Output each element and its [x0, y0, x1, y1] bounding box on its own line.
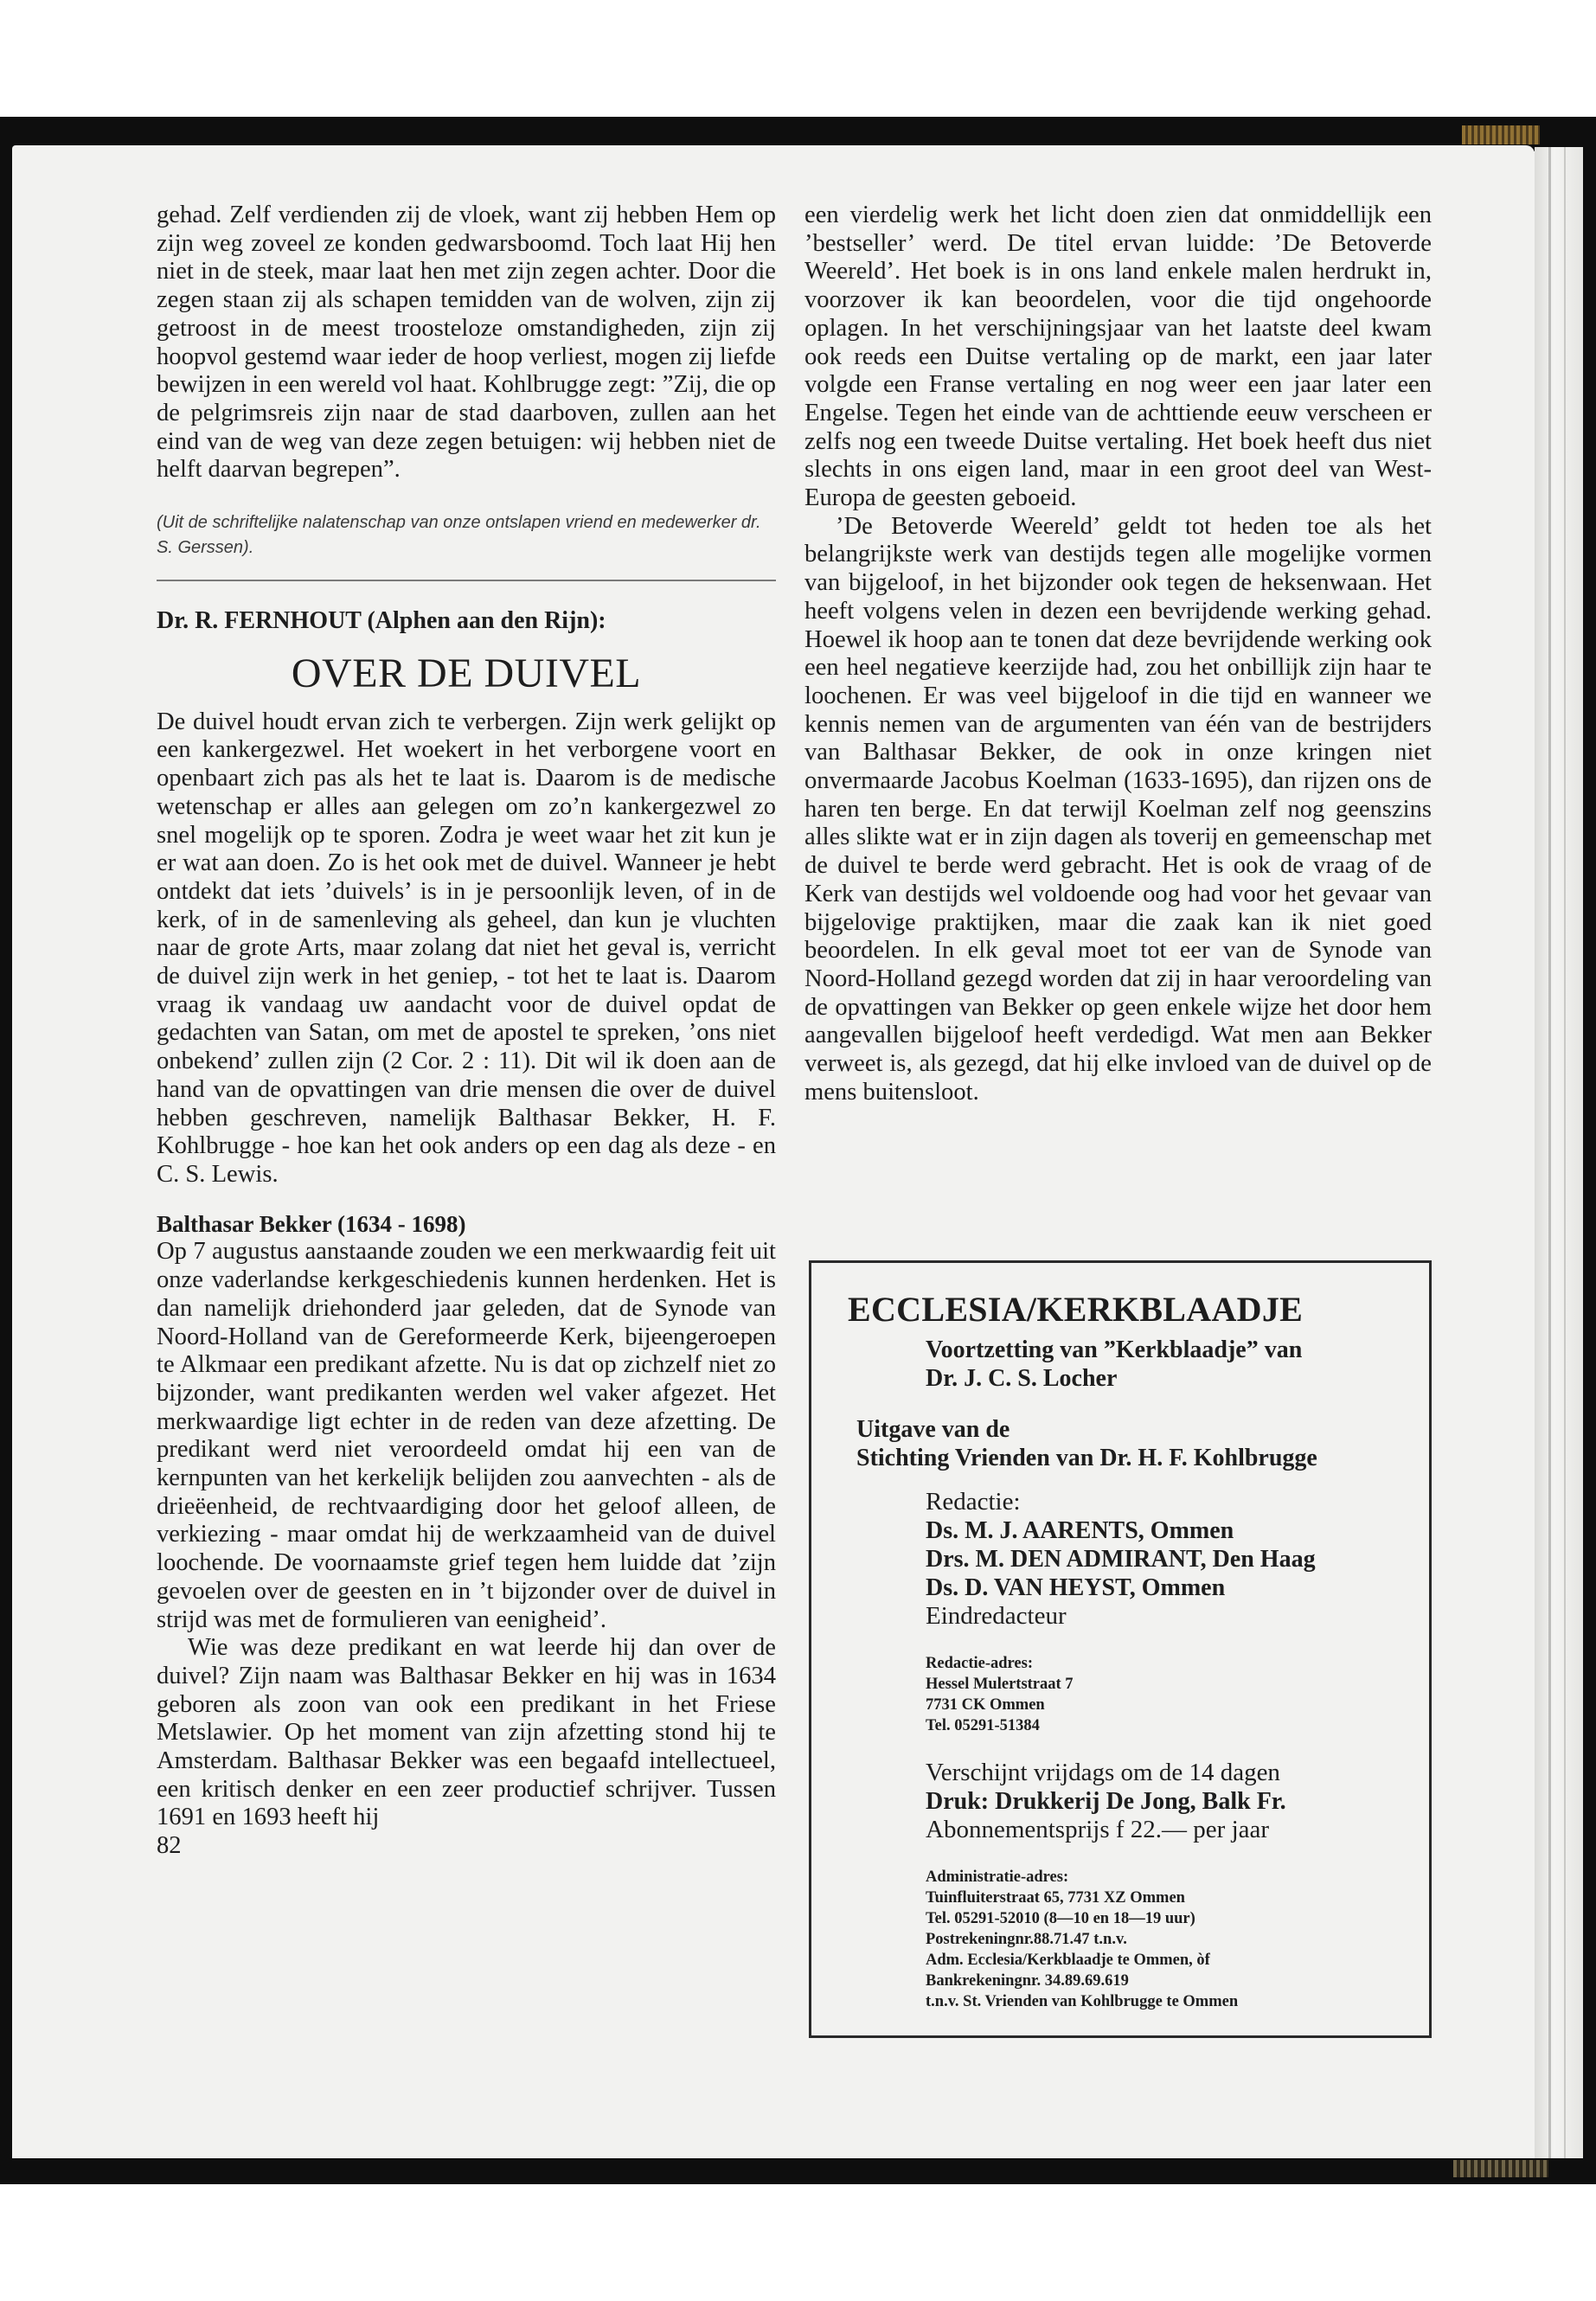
colophon-line: Eindredacteur — [926, 1602, 1067, 1630]
binding-mark-top — [1462, 125, 1540, 144]
colophon-small: Bankrekeningnr. 34.89.69.619 — [926, 1972, 1129, 1990]
page-number: 82 — [157, 1832, 182, 1860]
colophon-small: Administratie-adres: — [926, 1868, 1069, 1886]
right-paragraph: een vierdelig werk het licht doen zien dat onmiddellijk een ’bestseller’ werd. De titel ervan luidde: ’De Betoverde Weereld’. Het boek is in ons land enkele malen herdrukt in, voorzover ik kan beoordelen, voor die tijd ongehoorde oplagen. In het verschijningsjaar van het laatste deel kwam ook reeds een Duitse vertaling op de markt, een jaar later volgde een Franse vertaling en nog weer een jaar later een Engelse. Tegen het einde van de achttiende eeuw verscheen er zelfs nog een tweede Duitse vertaling. Het boek heeft dus niet slechts in ons eigen land, maar in een groot deel van West-Europa de geesten geboeid. — [804, 202, 1432, 512]
left-paragraph: Op 7 augustus aanstaande zouden we een merkwaardig feit uit onze vaderlandse kerkgeschiedenis kunnen herdenken. Het is dan namelijk driehonderd jaar geleden, dat de Synode van Noord-Holland van de Gereformeerde Kerk, bijeengeroepen te Alkmaar een predikant afzette. Nu is dat op zichzelf niet zo bijzonder, want predikanten werden wel vaker afgezet. Het merkwaardige ligt echter in de reden van deze afzetting. De predikant werd niet veroordeeld omdat hij een van de kernpunten van het kerkelijk belijden zou aanvechten - als de drieëenheid, de rechtvaardiging door het geloof alleen, de verkiezing - maar omdat hij de werkzaamheid van de duivel loochende. De voornaamste grief tegen hem luidde dat ’zijn gevoelen over de geesten en in ’t bijzonder over de duivel in strijd was met de formulieren van eenigheid’. — [157, 1238, 776, 1633]
left-column — [157, 202, 776, 1861]
colophon-small: Adm. Ecclesia/Kerkblaadje te Ommen, òf — [926, 1952, 1210, 1969]
credit-note: (Uit de schriftelijke nalatenschap van onze ontslapen vriend en medewerker dr. S. Gerssen). — [157, 513, 761, 558]
left-paragraph: Wie was deze predikant en wat leerde hij dan over de duivel? Zijn naam was Balthasar Bekker en hij was in 1634 geboren als zoon van ook een predikant in het Friese Metslawier. Op het moment van zijn afzetting stond hij te Amsterdam. Balthasar Bekker was een begaafd intellectueel, een kritisch denker en een zeer productief schrijver. Tussen 1691 en 1693 heeft hij — [157, 1634, 776, 1831]
colophon-small: Tel. 05291-52010 (8—10 en 18—19 uur) — [926, 1910, 1195, 1927]
scan-border-left — [0, 117, 12, 2184]
article-title: OVER DE DUIVEL — [291, 650, 642, 696]
colophon-small: Redactie-adres: — [926, 1655, 1033, 1672]
article-author: Dr. R. FERNHOUT (Alphen aan den Rijn): — [157, 607, 606, 635]
left-paragraph: De duivel houdt ervan zich te verbergen. Zijn werk gelijkt op een kankergezwel. Het woekert in het verborgene voort en openbaart zich pas als het te laat is. Daarom is de medische wetenschap er alles aan gelegen om zo’n kankergezwel zo snel mogelijk op te sporen. Zodra je weet waar het zit kun je er wat aan doen. Zo is het ook met de duivel. Wanneer je hebt ontdekt dat iets ’duivels’ is in je persoonlijk leven, of in de kerk, of in de samenleving als geheel, dan kun je vluchten naar de grote Arts, maar zolang dat niet het geval is, verricht de duivel zijn werk in het geniep, - tot het te laat is. Daarom vraag ik vandaag uw aandacht voor de duivel opdat de gedachten van Satan, om met de apostel te spreken, ’ons niet onbekend’ zullen zijn (2 Cor. 2 : 11). Dit wil ik doen aan de hand van de opvattingen van drie mensen die over de duivel hebben geschreven, namelijk Balthasar Bekker, H. F. Kohlbrugge - hoe kan het ook anders op een dag als deze - en C. S. Lewis. — [157, 708, 776, 1188]
scan-border-right — [1583, 117, 1596, 2184]
colophon-box — [809, 1260, 1432, 2038]
page-stack-line — [1548, 147, 1551, 2158]
colophon-editor: Ds. D. VAN HEYST, Ommen — [926, 1574, 1226, 1601]
colophon-small: Hessel Mulertstraat 7 — [926, 1676, 1074, 1693]
colophon-line: Voortzetting van ”Kerkblaadje” van — [926, 1336, 1303, 1363]
right-column — [804, 202, 1432, 1107]
colophon-line: Uitgave van de — [856, 1416, 1010, 1443]
binding-mark-bottom — [1453, 2160, 1548, 2177]
right-paragraph: ’De Betoverde Weereld’ geldt tot heden toe als het belangrijkste werk van destijds tegen alle mogelijke vormen van bijgeloof, in het bijzonder ook tegen de heksenwaan. Het heeft volgens velen in dezen een bevrijdende werking gehad. Hoewel ik hoop aan te tonen dat deze bevrijdende werking ook een heel negatieve keerzijde had, zou het onbillijk zijn haar te loochenen. Er was veel bijgeloof in die tijd en wanneer we kennis nemen van de argumenten van één van de bestrijders van Balthasar Bekker, de ook in onze kringen niet onvermaarde Jacobus Koelman (1633-1695), dan rijzen ons de haren ten berge. En dat terwijl Koelman zelf nog geenszins alles slikte wat er in zijn dagen als toverij en gemeenschap met de duivel te berde werd gebracht. Het is ook de vraag of de Kerk van destijds wel voldoende oog had voor het gevaar van bijgelovige praktijken, maar die zaak kan ik niet goed beoordelen. In elk geval moet tot eer van de Synode van Noord-Holland gezegd worden dat zij in haar veroordeling van de opvattingen van Bekker op geen enkele wijze het door hem aangevallen bijgeloof heeft verdedigd. Wat men aan Bekker verweet is, als gezegd, dat hij elke invloed van de duivel op de mens buitensloot. — [804, 512, 1432, 1106]
scan-border-bottom — [0, 2158, 1596, 2184]
colophon-small: Tel. 05291-51384 — [926, 1717, 1040, 1734]
colophon-line: Druk: Drukkerij De Jong, Balk Fr. — [926, 1788, 1286, 1815]
colophon-line: Verschijnt vrijdags om de 14 dagen — [926, 1759, 1280, 1786]
colophon-line: Redactie: — [926, 1488, 1021, 1516]
colophon-small: t.n.v. St. Vrienden van Kohlbrugge te Ommen — [926, 1993, 1239, 2010]
colophon-small: Tuinfluiterstraat 65, 7731 XZ Ommen — [926, 1889, 1185, 1907]
section-subhead: Balthasar Bekker (1634 - 1698) — [157, 1210, 466, 1237]
left-paragraph: gehad. Zelf verdienden zij de vloek, want zij hebben Hem op zijn weg zoveel ze konden gedwarsboomd. Toch laat Hij hen niet in de steek, maar laat hen met zijn zegen achter. Door die zegen staan zij als schapen temidden van de wolven, zijn zij getroost in de meest troosteloze omstandigheden, zijn zij hoopvol gestemd waar ieder de hoop verliest, mogen zij liefde bewijzen in een wereld vol haat. Kohlbrugge zegt: ”Zij, die op de pelgrimsreis zijn naar de stad daarboven, zullen aan het eind van de weg van deze zegen betuigen: wij hebben niet de helft daarvan begrepen”. — [157, 202, 776, 484]
colophon-small: 7731 CK Ommen — [926, 1696, 1045, 1714]
colophon-line: Abonnementsprijs f 22.— per jaar — [926, 1816, 1270, 1843]
section-divider — [157, 580, 776, 581]
page-stack-line — [1564, 147, 1566, 2158]
colophon-editor: Ds. M. J. AARENTS, Ommen — [926, 1517, 1234, 1544]
colophon-small: Postrekeningnr.88.71.47 t.n.v. — [926, 1931, 1127, 1948]
colophon-line: Stichting Vrienden van Dr. H. F. Kohlbrugge — [856, 1445, 1317, 1471]
page-stack-edge — [1535, 147, 1583, 2158]
colophon-editor: Drs. M. DEN ADMIRANT, Den Haag — [926, 1546, 1316, 1573]
colophon-line: Dr. J. C. S. Locher — [926, 1365, 1118, 1392]
colophon-title: ECCLESIA/KERKBLAADJE — [848, 1290, 1304, 1329]
